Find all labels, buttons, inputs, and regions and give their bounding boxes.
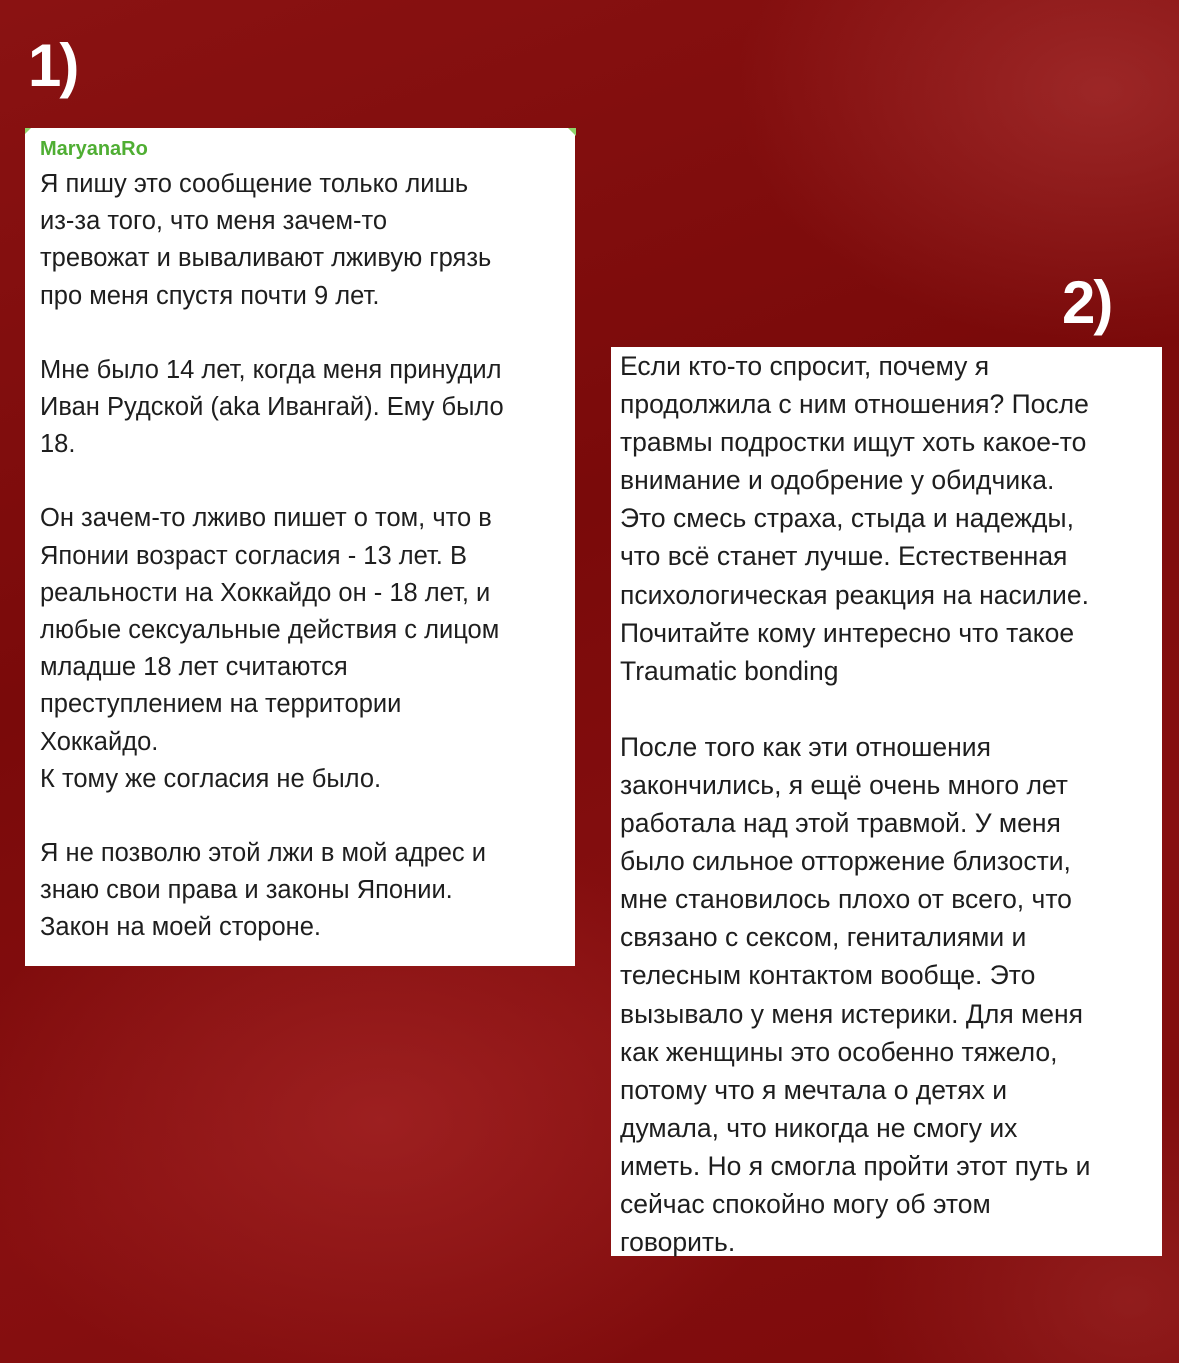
bubble-corner-accent bbox=[568, 128, 576, 136]
message-paragraph: Мне было 14 лет, когда меня принудил Иван Рудской (aka Ивангай). Ему было 18. bbox=[40, 355, 504, 459]
message-paragraph: Я пишу это сообщение только лишь из-за того, что меня зачем-то тревожат и вываливают лживую грязь про меня спустя почти 9 лет. bbox=[40, 170, 492, 310]
message-paragraph: Он зачем-то лживо пишет о том, что в Японии возраст согласия - 13 лет. В реальности на Хоккайдо он - 18 лет, и любые сексуальные действия с лицом младше 18 лет считаются преступлением на территории Хоккайдо. К тому же согласия не было. bbox=[40, 504, 500, 793]
message-card-1 bbox=[25, 128, 575, 966]
message-paragraph: Если кто-то спросит, почему я продолжила с ним отношения? После травмы подростки ищут хоть какое-то внимание и одобрение у обидчика. Это смесь страха, стыда и надежды, что всё станет лучше. Естественная психологическая реакция на насилие. Почитайте кому интересно что такое Traumatic bonding bbox=[620, 351, 1089, 686]
section-label-1: 1) bbox=[28, 32, 78, 99]
message-paragraph: Я не позволю этой лжи в мой адрес и знаю свои права и законы Японии. Закон на моей стороне. bbox=[40, 839, 487, 942]
message-card-2 bbox=[611, 347, 1162, 1256]
bubble-corner-accent-left bbox=[25, 128, 31, 134]
sender-name[interactable]: MaryanaRo bbox=[40, 138, 148, 160]
message-paragraph: После того как эти отношения закончились, я ещё очень много лет работала над этой травмой. У меня было сильное отторжение близости, мне становилось плохо от всего, что связано с сексом, гениталиями и телесным контактом вообще. Это вызывало у меня истерики. Для меня как женщины это особенно тяжело, потому что я мечтала о детях и думала, что никогда не смогу их иметь. Но я смогла пройти этот путь и сейчас спокойно могу об этом говорить. bbox=[620, 731, 1091, 1258]
section-label-2: 2) bbox=[1062, 269, 1112, 336]
